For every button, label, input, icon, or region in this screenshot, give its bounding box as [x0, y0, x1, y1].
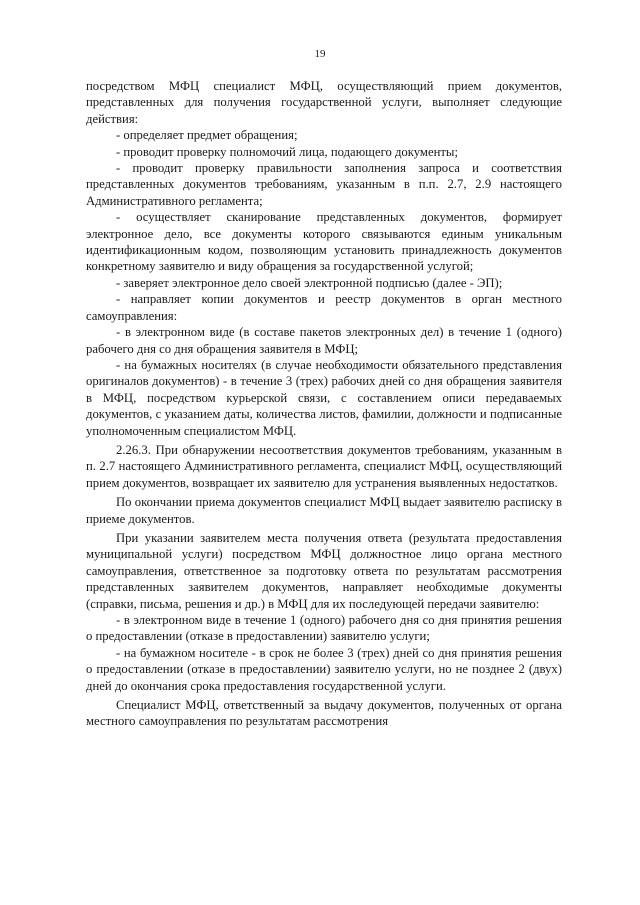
- paragraph: 2.26.3. При обнаружении несоответствия документов требованиям, указанным в п. 2.7 настоящего Административного регламента, специалист МФЦ, осуществляющий прием документов, возвращает их заявителю для устранения выявленных недостатков.: [86, 442, 562, 490]
- paragraph: По окончании приема документов специалист МФЦ выдает заявителю расписку в приеме документов.: [86, 495, 562, 526]
- paragraph: посредством МФЦ специалист МФЦ, осуществляющий прием документов, представленных для получения государственной услуги, выполняет следующие действия:: [86, 79, 562, 126]
- list-item: - определяет предмет обращения;: [116, 128, 298, 143]
- list-item: - заверяет электронное дело своей электронной подписью (далее - ЭП);: [116, 275, 503, 290]
- list-item: - в электронном виде в течение 1 (одного) рабочего дня со дня принятия решения о предоставлении (отказе в предоставлении) заявителю услуги;: [86, 613, 562, 644]
- document-body: [86, 78, 562, 730]
- paragraph: При указании заявителем места получения ответа (результата предоставления муниципальной услуги) посредством МФЦ должностное лицо органа местного самоуправления, ответственное за подготовку ответа по результатам рассмотрения представленных заявителем документов, направляет необходимые документы (справки, письма, решения и др.) в МФЦ для их последующей передачи заявителю:: [86, 530, 562, 611]
- list-item: - на бумажном носителе - в срок не более 3 (трех) дней со дня принятия решения о предоставлении (отказе в предоставлении) заявителю услуги, но не позднее 2 (двух) дней до окончания срока предоставления государственной услуги.: [86, 645, 562, 693]
- list-item: - на бумажных носителях (в случае необходимости обязательного представления оригиналов документов) - в течение 3 (трех) рабочих дней со дня обращения заявителя в МФЦ, посредством курьерской связи, с составлением описи передаваемых документов, с указанием даты, количества листов, фамилии, должности и подписанные уполномоченным специалистом МФЦ.: [86, 357, 562, 438]
- list-item: - осуществляет сканирование представленных документов, формирует электронное дело, все документы которого связываются единым уникальным идентификационным кодом, позволяющим установить принадлежность документов конкретному заявителю и виду обращения за государственной услугой;: [86, 210, 562, 274]
- list-item: - в электронном виде (в составе пакетов электронных дел) в течение 1 (одного) рабочего дня со дня обращения заявителя в МФЦ;: [86, 325, 562, 356]
- list-item: - проводит проверку полномочий лица, подающего документы;: [116, 144, 458, 159]
- paragraph: Специалист МФЦ, ответственный за выдачу документов, полученных от органа местного самоуправления по результатам рассмотрения: [86, 698, 562, 729]
- list-item: - проводит проверку правильности заполнения запроса и соответствия представленных документов требованиям, указанным в п.п. 2.7, 2.9 настоящего Административного регламента;: [86, 161, 562, 208]
- page-number: 19: [314, 48, 326, 60]
- list-item: - направляет копии документов и реестр документов в орган местного самоуправления:: [86, 292, 562, 323]
